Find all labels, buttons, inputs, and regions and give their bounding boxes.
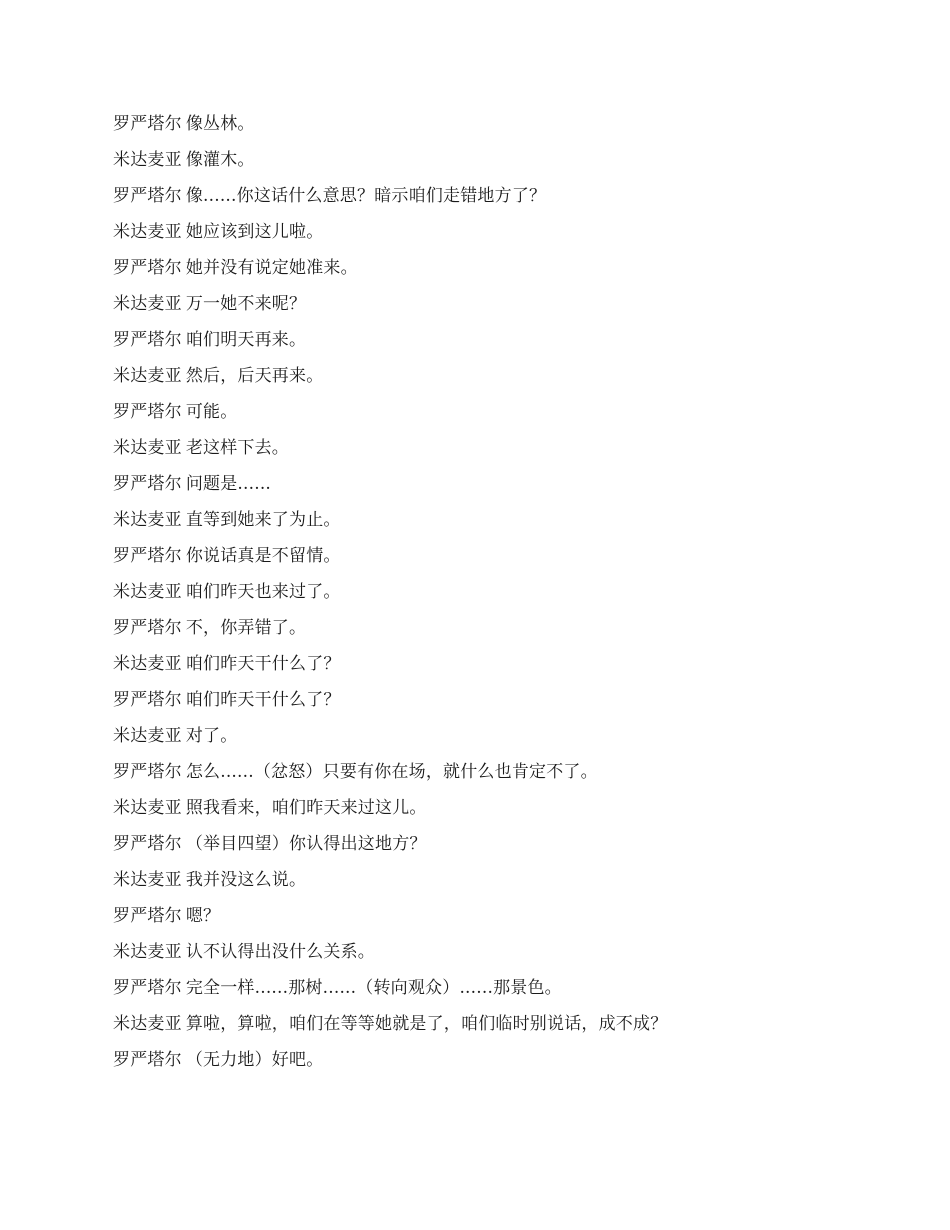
- dialogue-line: [113, 254, 893, 290]
- dialogue-line: [113, 902, 893, 938]
- dialogue-text: 可能。: [185, 402, 238, 422]
- speaker-name: 米达麦亚: [113, 294, 182, 314]
- speaker-name: 米达麦亚: [113, 1014, 182, 1034]
- speaker-name: 米达麦亚: [113, 870, 182, 890]
- dialogue-text: 认不认得出没什么关系。: [185, 942, 376, 962]
- speaker-name: 罗严塔尔: [113, 186, 182, 206]
- speaker-name: 罗严塔尔: [113, 834, 182, 854]
- dialogue-line: [113, 146, 893, 182]
- speaker-name: 罗严塔尔: [113, 618, 182, 638]
- speaker-name: 米达麦亚: [113, 654, 182, 674]
- speaker-name: 罗严塔尔: [113, 906, 182, 926]
- dialogue-list: [113, 110, 893, 1082]
- dialogue-text: 像丛林。: [185, 114, 255, 134]
- dialogue-line: [113, 506, 893, 542]
- dialogue-line: [113, 182, 893, 218]
- speaker-name: 米达麦亚: [113, 942, 182, 962]
- speaker-name: 米达麦亚: [113, 726, 182, 746]
- dialogue-line: [113, 290, 893, 326]
- speaker-name: 罗严塔尔: [113, 978, 182, 998]
- dialogue-text: 像灌木。: [185, 150, 255, 170]
- dialogue-text: 像......你这话什么意思？暗示咱们走错地方了？: [185, 186, 547, 206]
- speaker-name: 罗严塔尔: [113, 1050, 182, 1070]
- dialogue-text: 对了。: [185, 726, 238, 746]
- dialogue-line: [113, 1010, 893, 1046]
- dialogue-line: [113, 614, 893, 650]
- dialogue-line: [113, 362, 893, 398]
- dialogue-text: 我并没这么说。: [185, 870, 307, 890]
- speaker-name: 罗严塔尔: [113, 258, 182, 278]
- dialogue-text: 你说话真是不留情。: [185, 546, 341, 566]
- dialogue-line: [113, 650, 893, 686]
- dialogue-text: 照我看来，咱们昨天来过这儿。: [185, 798, 427, 818]
- dialogue-text: 老这样下去。: [185, 438, 290, 458]
- dialogue-text: 然后，后天再来。: [185, 366, 324, 386]
- dialogue-text: 算啦，算啦，咱们在等等她就是了，咱们临时别说话，成不成？: [185, 1014, 668, 1034]
- dialogue-text: 她并没有说定她准来。: [185, 258, 358, 278]
- speaker-name: 米达麦亚: [113, 150, 182, 170]
- speaker-name: 米达麦亚: [113, 438, 182, 458]
- dialogue-text: 直等到她来了为止。: [185, 510, 341, 530]
- dialogue-line: [113, 938, 893, 974]
- speaker-name: 米达麦亚: [113, 798, 182, 818]
- dialogue-line: [113, 794, 893, 830]
- dialogue-text: 她应该到这儿啦。: [185, 222, 324, 242]
- speaker-name: 罗严塔尔: [113, 474, 182, 494]
- dialogue-line: [113, 218, 893, 254]
- dialogue-line: [113, 578, 893, 614]
- dialogue-text: 问题是......: [185, 474, 272, 494]
- dialogue-text: 咱们昨天也来过了。: [185, 582, 341, 602]
- dialogue-line: [113, 326, 893, 362]
- dialogue-line: [113, 470, 893, 506]
- dialogue-line: [113, 866, 893, 902]
- dialogue-text: 完全一样......那树......（转向观众）......那景色。: [185, 978, 562, 998]
- dialogue-text: 嗯？: [185, 906, 221, 926]
- speaker-name: 罗严塔尔: [113, 330, 182, 350]
- speaker-name: 罗严塔尔: [113, 114, 182, 134]
- dialogue-text: 咱们昨天干什么了？: [185, 690, 341, 710]
- dialogue-text: 不，你弄错了。: [185, 618, 307, 638]
- dialogue-line: [113, 758, 893, 794]
- dialogue-line: [113, 398, 893, 434]
- dialogue-line: [113, 434, 893, 470]
- speaker-name: 罗严塔尔: [113, 762, 182, 782]
- dialogue-line: [113, 722, 893, 758]
- dialogue-text: 咱们明天再来。: [185, 330, 307, 350]
- speaker-name: 罗严塔尔: [113, 402, 182, 422]
- dialogue-line: [113, 686, 893, 722]
- dialogue-text: （无力地）好吧。: [185, 1050, 324, 1070]
- dialogue-line: [113, 830, 893, 866]
- speaker-name: 米达麦亚: [113, 510, 182, 530]
- speaker-name: 米达麦亚: [113, 222, 182, 242]
- dialogue-line: [113, 110, 893, 146]
- speaker-name: 米达麦亚: [113, 366, 182, 386]
- speaker-name: 米达麦亚: [113, 582, 182, 602]
- dialogue-text: 怎么......（忿怒）只要有你在场，就什么也肯定不了。: [185, 762, 598, 782]
- dialogue-text: 咱们昨天干什么了？: [185, 654, 341, 674]
- speaker-name: 罗严塔尔: [113, 546, 182, 566]
- dialogue-line: [113, 1046, 893, 1082]
- speaker-name: 罗严塔尔: [113, 690, 182, 710]
- dialogue-text: 万一她不来呢？: [185, 294, 307, 314]
- dialogue-line: [113, 542, 893, 578]
- dialogue-line: [113, 974, 893, 1010]
- dialogue-text: （举目四望）你认得出这地方？: [185, 834, 427, 854]
